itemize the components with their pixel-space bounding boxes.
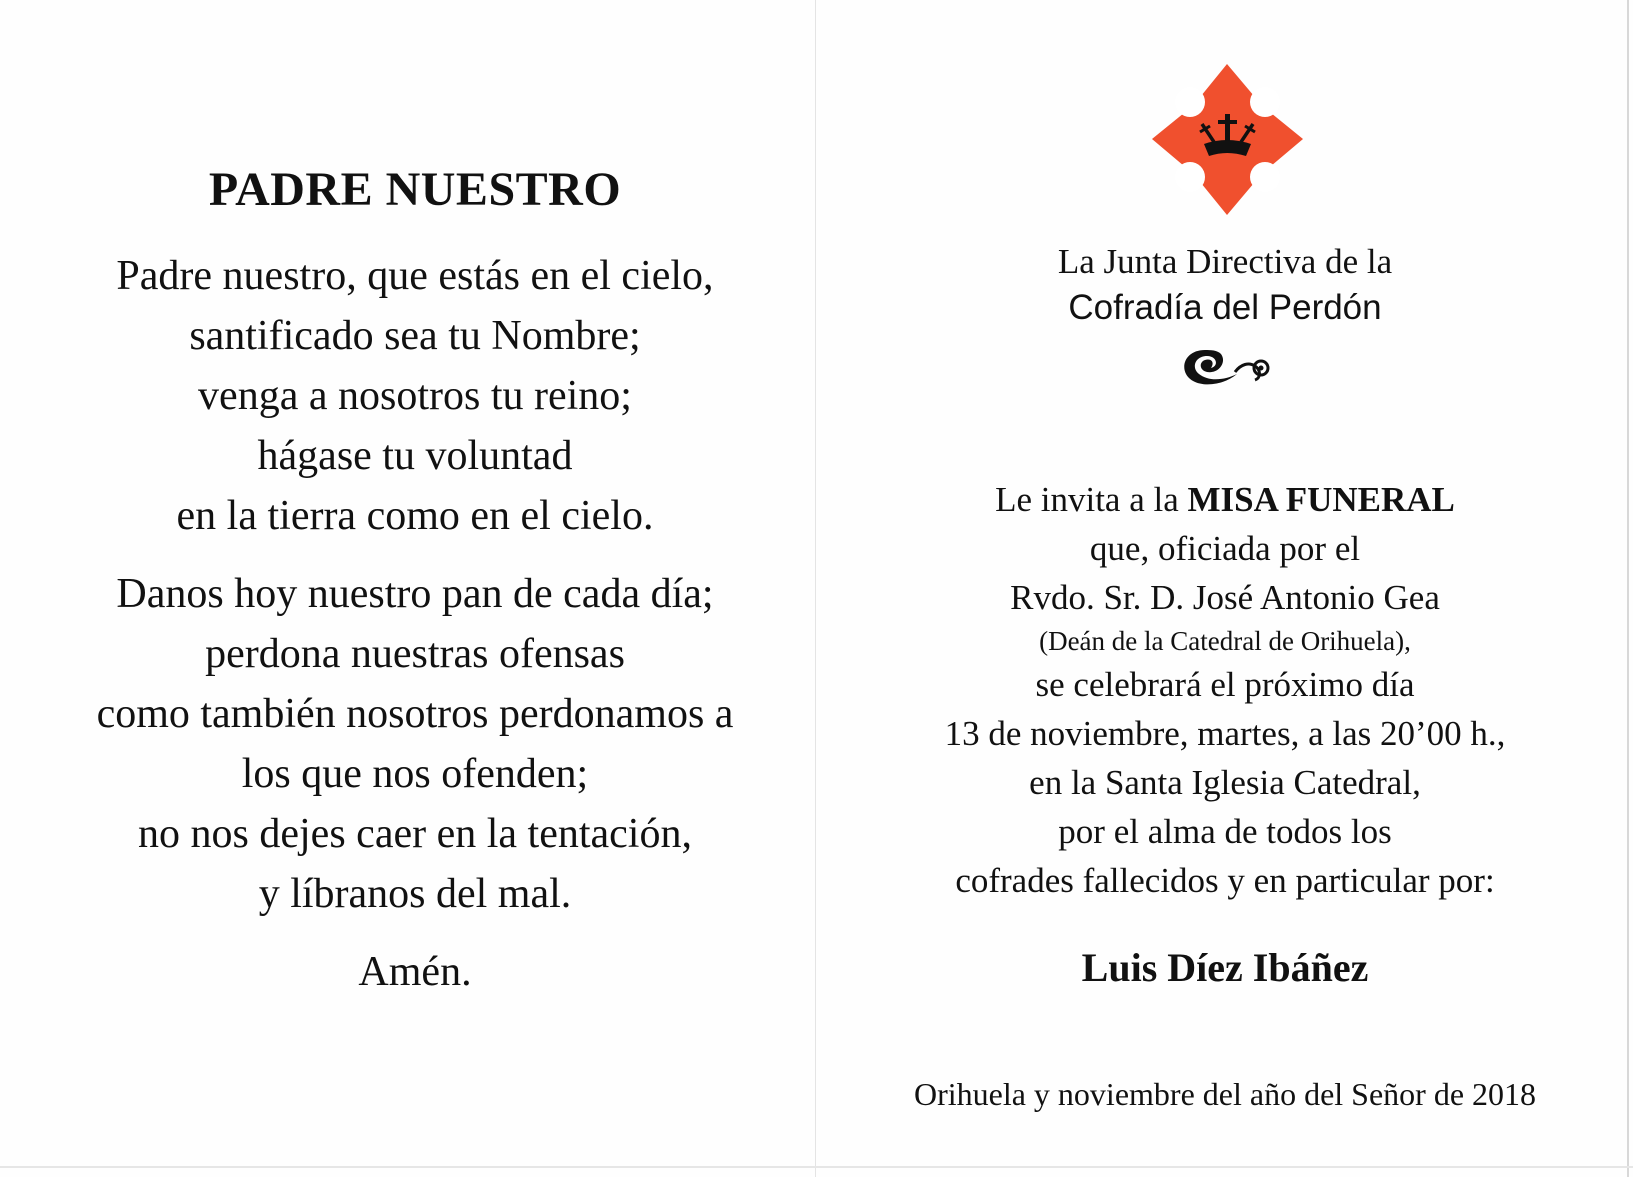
flourish-ornament-icon — [1175, 344, 1275, 392]
prayer-line: santificado sea tu Nombre; — [189, 313, 641, 359]
prayer-stanza-1 — [60, 246, 770, 546]
closing-line: Orihuela y noviembre del año del Señor de 2018 — [913, 1076, 1537, 1112]
prayer-line: Padre nuestro, que estás en el cielo, — [116, 253, 714, 299]
prayer-line: venga a nosotros tu reino; — [198, 373, 632, 419]
prayer-line: perdona nuestras ofensas — [205, 631, 625, 677]
card-edge — [1627, 0, 1629, 1177]
celebrant-name: Rvdo. Sr. D. José Antonio Gea — [1010, 578, 1440, 617]
org-line-1: La Junta Directiva de la — [1057, 242, 1393, 281]
prayer-line: los que nos ofenden; — [241, 751, 589, 797]
event-date: 13 de noviembre, martes, a las 20’00 h., — [944, 714, 1506, 753]
invite-line: que, oficiada por el — [1089, 529, 1361, 568]
invite-line: cofrades fallecidos y en particular por: — [955, 861, 1495, 900]
emblem-svg — [1150, 62, 1305, 217]
prayer-line: como también nosotros perdonamos a — [96, 691, 734, 737]
org-name: Cofradía del Perdón — [1068, 288, 1382, 327]
invite-prefix: Le invita a la — [995, 480, 1179, 519]
prayer-line: y líbranos del mal. — [258, 871, 572, 917]
invite-line: por el alma de todos los — [1058, 812, 1392, 851]
fold-line — [815, 0, 816, 1177]
honoree-name: Luis Díez Ibáñez — [1081, 945, 1369, 990]
ornament-svg — [1175, 344, 1275, 392]
card-bottom-edge — [0, 1166, 1633, 1168]
prayer-line: en la tierra como en el cielo. — [176, 493, 654, 539]
prayer-panel — [60, 150, 770, 1002]
prayer-amen: Amén. — [358, 949, 472, 995]
invite-line — [860, 475, 1590, 524]
invite-line: se celebrará el próximo día — [1035, 665, 1415, 704]
prayer-line: no nos dejes caer en la tentación, — [138, 811, 692, 857]
invite-event: MISA FUNERAL — [1187, 480, 1455, 519]
celebrant-note: (Deán de la Catedral de Orihuela), — [1039, 626, 1411, 656]
invitation-text — [860, 475, 1590, 905]
event-location: en la Santa Iglesia Catedral, — [1029, 763, 1421, 802]
cofradia-emblem-icon — [1150, 62, 1305, 217]
prayer-stanza-2 — [60, 564, 770, 924]
prayer-line: Danos hoy nuestro pan de cada día; — [116, 571, 714, 617]
prayer-line: hágase tu voluntad — [257, 433, 573, 479]
prayer-title: PADRE NUESTRO — [208, 163, 622, 216]
